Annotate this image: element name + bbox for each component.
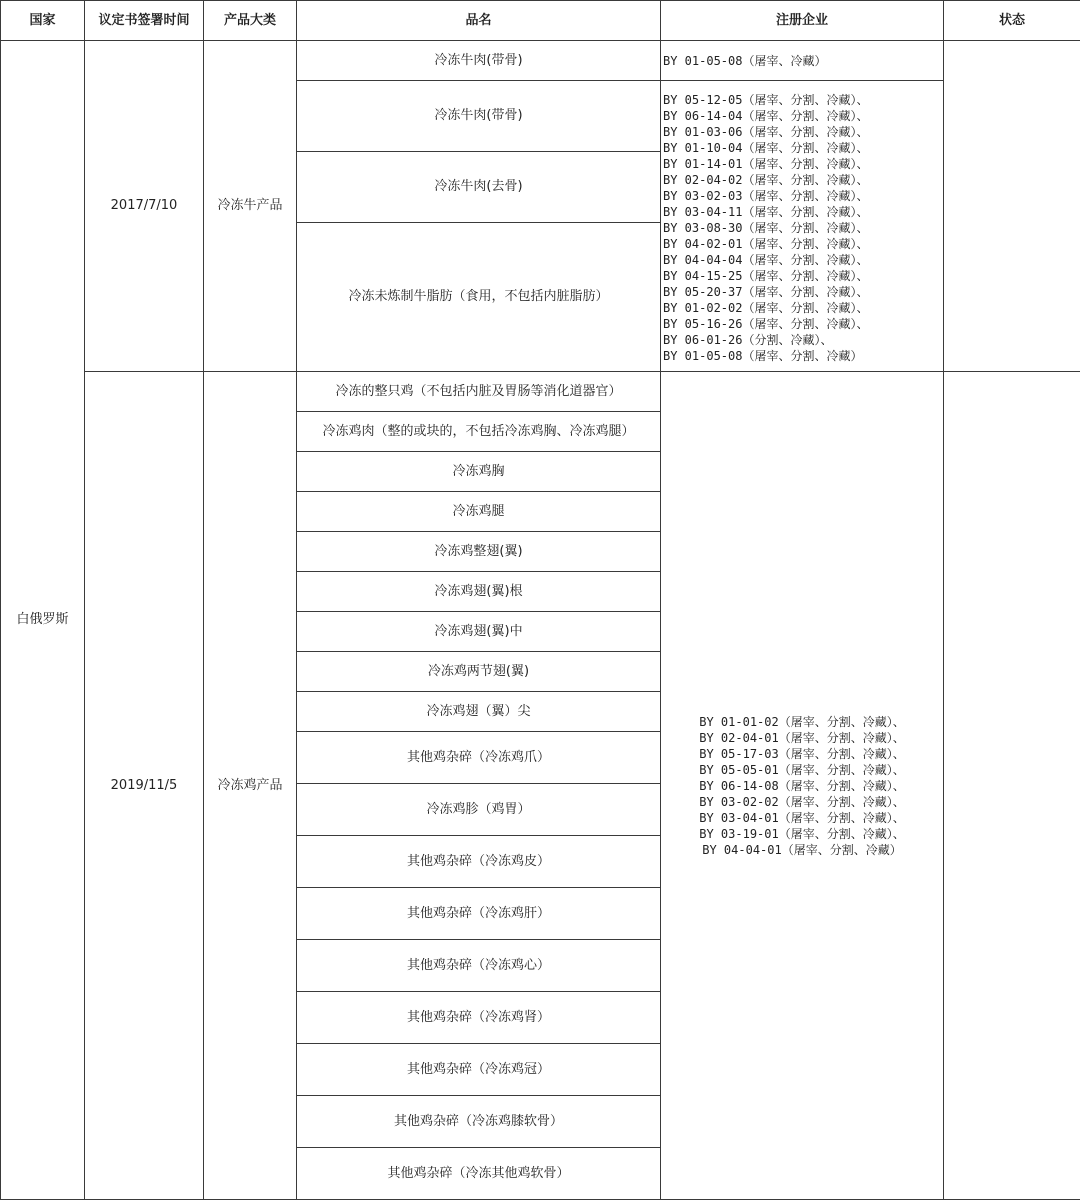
product-cell: 冷冻鸡胗（鸡胃） xyxy=(297,784,661,836)
product-cell: 其他鸡杂碎（冷冻其他鸡软骨） xyxy=(297,1148,661,1200)
header-status: 状态 xyxy=(944,1,1080,41)
table-row xyxy=(1,372,1080,412)
table-row xyxy=(1,41,1080,81)
product-cell: 其他鸡杂碎（冷冻鸡膝软骨） xyxy=(297,1096,661,1148)
status-cell xyxy=(944,41,1080,372)
header-row xyxy=(1,1,1080,41)
header-category: 产品大类 xyxy=(204,1,297,41)
product-cell: 冷冻牛肉(带骨) xyxy=(297,41,661,81)
header-product: 品名 xyxy=(297,1,661,41)
product-cell: 冷冻鸡肉（整的或块的，不包括冷冻鸡胸、冷冻鸡腿） xyxy=(297,412,661,452)
product-cell: 冷冻鸡腿 xyxy=(297,492,661,532)
product-cell: 其他鸡杂碎（冷冻鸡冠） xyxy=(297,1044,661,1096)
enterprise-cell: BY 01-05-08（屠宰、冷藏） xyxy=(661,41,944,81)
product-cell: 其他鸡杂碎（冷冻鸡肾） xyxy=(297,992,661,1044)
category-cell: 冷冻牛产品 xyxy=(204,41,297,372)
product-cell: 冷冻鸡胸 xyxy=(297,452,661,492)
product-cell: 其他鸡杂碎（冷冻鸡皮） xyxy=(297,836,661,888)
header-enterprise: 注册企业 xyxy=(661,1,944,41)
status-cell xyxy=(944,372,1080,1200)
sign-date-cell: 2019/11/5 xyxy=(85,372,204,1200)
product-cell: 其他鸡杂碎（冷冻鸡肝） xyxy=(297,888,661,940)
product-cell: 其他鸡杂碎（冷冻鸡心） xyxy=(297,940,661,992)
product-cell: 冷冻的整只鸡（不包括内脏及胃肠等消化道器官） xyxy=(297,372,661,412)
enterprise-list-cell: BY 05-12-05（屠宰、分割、冷藏）、 BY 06-14-04（屠宰、分割、冷藏）、 BY 01-03-06（屠宰、分割、冷藏）、 BY 01-10-04（屠宰、分割、冷藏）、 BY 01-14-01（屠宰、分割、冷藏）、 BY 02-04-02（屠宰、分割、冷藏）、 BY 03-02-03（屠宰、分割、冷藏）、 BY 03-04-11（屠宰、分割、冷藏）、 BY 03-08-30（屠宰、分割、冷藏）、 BY 04-02-01（屠宰、分割、冷藏）、 BY 04-04-04（屠宰、分割、冷藏）、 BY 04-15-25（屠宰、分割、冷藏）、 BY 05-20-37（屠宰、分割、冷藏）、 BY 01-02-02（屠宰、分割、冷藏）、 BY 05-16-26（屠宰、分割、冷藏）、 BY 06-01-26（分割、冷藏）、 BY 01-05-08（屠宰、分割、冷藏） xyxy=(661,81,944,372)
product-cell: 冷冻鸡翅（翼）尖 xyxy=(297,692,661,732)
product-cell: 冷冻牛肉(带骨) xyxy=(297,81,661,152)
product-cell: 冷冻未炼制牛脂肪（食用，不包括内脏脂肪） xyxy=(297,223,661,372)
product-cell: 冷冻鸡翅(翼)根 xyxy=(297,572,661,612)
product-cell: 其他鸡杂碎（冷冻鸡爪） xyxy=(297,732,661,784)
enterprise-list-cell: BY 01-01-02（屠宰、分割、冷藏）、 BY 02-04-01（屠宰、分割、冷藏）、 BY 05-17-03（屠宰、分割、冷藏）、 BY 05-05-01（屠宰、分割、冷藏）、 BY 06-14-08（屠宰、分割、冷藏）、 BY 03-02-02（屠宰、分割、冷藏）、 BY 03-04-01（屠宰、分割、冷藏）、 BY 03-19-01（屠宰、分割、冷藏）、 BY 04-04-01（屠宰、分割、冷藏） xyxy=(661,372,944,1200)
product-cell: 冷冻牛肉(去骨) xyxy=(297,152,661,223)
product-cell: 冷冻鸡整翅(翼) xyxy=(297,532,661,572)
header-country: 国家 xyxy=(1,1,85,41)
category-cell: 冷冻鸡产品 xyxy=(204,372,297,1200)
sign-date-cell: 2017/7/10 xyxy=(85,41,204,372)
country-cell: 白俄罗斯 xyxy=(1,41,85,1200)
header-sign-date: 议定书签署时间 xyxy=(85,1,204,41)
product-cell: 冷冻鸡两节翅(翼) xyxy=(297,652,661,692)
product-cell: 冷冻鸡翅(翼)中 xyxy=(297,612,661,652)
